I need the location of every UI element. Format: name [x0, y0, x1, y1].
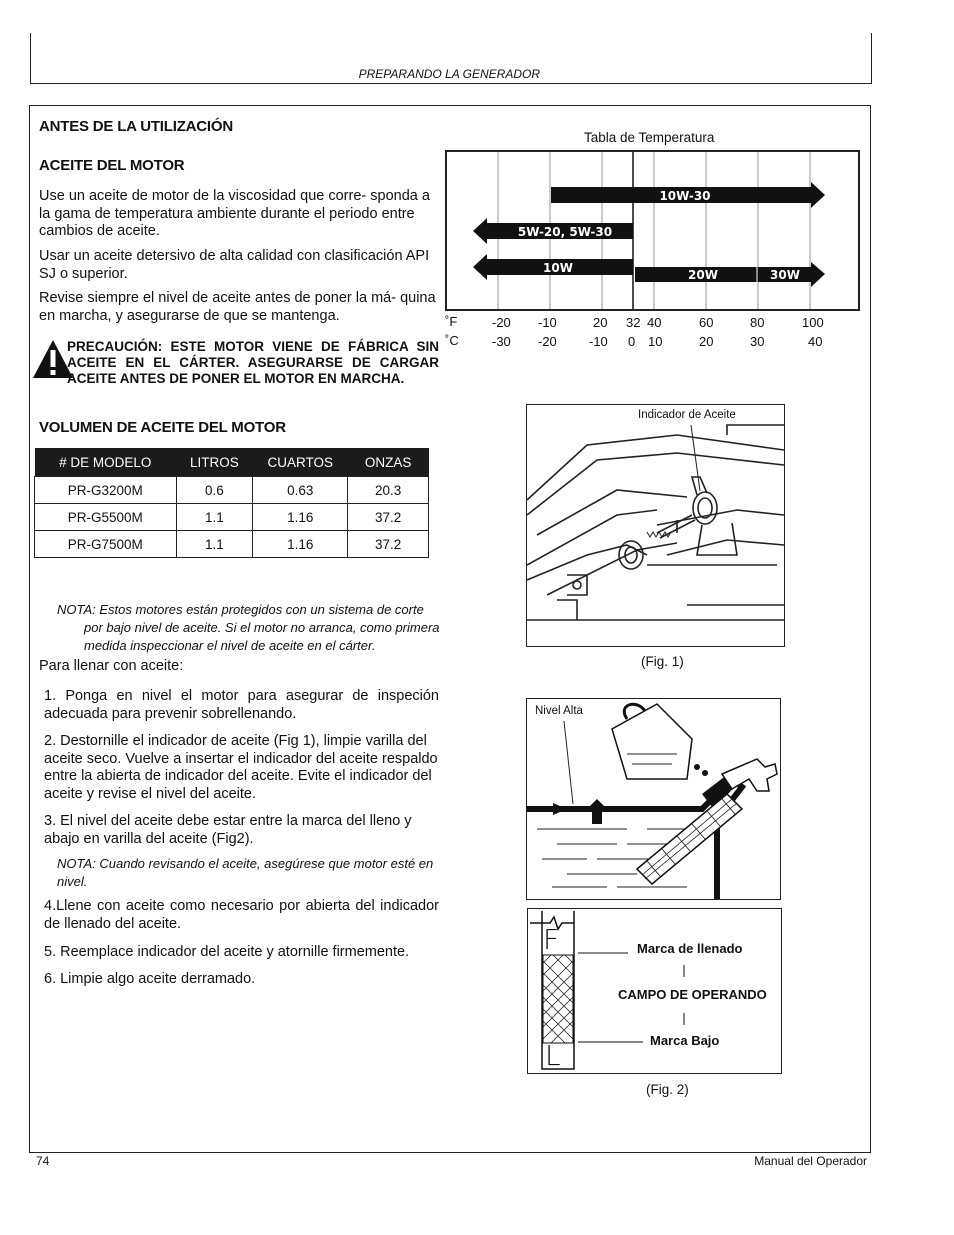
tick-f: 80	[750, 315, 765, 330]
step-5: 5. Reemplace indicador del aceite y atornille firmemente.	[44, 944, 410, 960]
nivel-alta-label: Nivel Alta	[535, 705, 583, 717]
column-header: CUARTOS	[253, 448, 348, 477]
bar-label-30w: 30W	[770, 268, 800, 282]
tick-f: -10	[538, 315, 557, 330]
tick-f: 100	[802, 315, 824, 330]
note-low-oil-line1: NOTA: Estos motores están protegidos con un sistema de corte	[57, 602, 424, 617]
fig1-caption: (Fig. 1)	[641, 654, 684, 669]
fig1-oil-indicator	[526, 404, 785, 647]
step-1: 1. Ponga en nivel el motor para asegurar de inspeción adecuada para prevenir sobrellenando.	[44, 688, 439, 722]
tick-c: 0	[628, 334, 636, 349]
fig2-caption: (Fig. 2)	[646, 1082, 689, 1097]
table-cell: 1.1	[176, 504, 253, 531]
engine-drawing	[527, 405, 784, 646]
step-6: 6. Limpie algo aceite derramado.	[44, 971, 256, 987]
column-header: ONZAS	[348, 448, 429, 477]
temperature-chart	[445, 150, 861, 312]
table-cell: 1.16	[253, 531, 348, 558]
table-cell: 1.16	[253, 504, 348, 531]
bar-label-10w: 10W	[543, 261, 573, 275]
bar-label-10w30: 10W-30	[659, 189, 711, 203]
manual-name: Manual del Operador	[754, 1154, 867, 1168]
table-cell: 20.3	[348, 477, 429, 504]
fahrenheit-label: ˚F	[445, 314, 458, 329]
tick-f: -20	[492, 315, 511, 330]
table-cell: 37.2	[348, 504, 429, 531]
warning-text: PRECAUCIÓN: ESTE MOTOR VIENE DE FÁBRICA SIN ACEITE EN EL CÁRTER. ASEGURARSE DE CARGAR ACEITE ANTES DE PONER EL MOTOR EN MARCHA.	[67, 339, 439, 386]
operating-range-label: CAMPO DE OPERANDO	[618, 987, 767, 1002]
table-cell: 1.1	[176, 531, 253, 558]
tick-c: 40	[808, 334, 823, 349]
tick-f: 32	[626, 315, 641, 330]
oil-title: ACEITE DEL MOTOR	[39, 157, 185, 174]
tick-c: 20	[699, 334, 714, 349]
tick-f: 60	[699, 315, 714, 330]
table-cell: PR-G3200M	[35, 477, 177, 504]
volume-title: VOLUMEN DE ACEITE DEL MOTOR	[39, 419, 286, 436]
oil-fill-drawing	[527, 699, 780, 899]
fig2-dipstick	[527, 908, 782, 1074]
table-cell: PR-G7500M	[35, 531, 177, 558]
paragraph-detergent: Usar un aceite detersivo de alta calidad con clasificación API SJ o superior.	[39, 248, 430, 282]
low-mark-label: Marca Bajo	[650, 1033, 720, 1048]
table-cell: PR-G5500M	[35, 504, 177, 531]
tick-c: 10	[648, 334, 663, 349]
fig-oil-fill	[526, 698, 781, 900]
note-level: NOTA: Cuando revisando el aceite, asegúrese que motor esté en nivel.	[57, 856, 434, 889]
table-cell: 37.2	[348, 531, 429, 558]
bar-label-20w: 20W	[688, 268, 718, 282]
bar-label-5w20: 5W-20, 5W-30	[517, 225, 613, 239]
column-header: LITROS	[176, 448, 253, 477]
note-low-oil-line2: por bajo nivel de aceite. Si el motor no arranca, como primera	[84, 620, 440, 635]
letter-l: L	[545, 1039, 561, 1072]
tick-f: 40	[647, 315, 662, 330]
step-3: 3. El nivel del aceite debe estar entre la marca del lleno y abajo en varilla del aceite (Fig2).	[44, 813, 412, 847]
full-mark-label: Marca de llenado	[637, 941, 743, 956]
tick-c: -30	[492, 334, 511, 349]
tick-c: -10	[589, 334, 608, 349]
tick-f: 20	[593, 315, 608, 330]
step-4: 4.Llene con aceite como necesario por abierta del indicador de llenado del aceite.	[44, 898, 439, 932]
table-row	[35, 504, 429, 531]
oil-volume-table	[34, 448, 429, 558]
table-row	[35, 477, 429, 504]
page-header-title: PREPARANDO LA GENERADOR	[358, 67, 540, 81]
note-low-oil-line3: medida inspeccionar el nivel de aceite en el cárter.	[84, 638, 376, 653]
temp-chart-title: Tabla de Temperatura	[584, 130, 715, 145]
table-cell: 0.6	[176, 477, 253, 504]
table-cell: 0.63	[253, 477, 348, 504]
celsius-label: ˚C	[445, 333, 459, 348]
table-header-row	[35, 448, 429, 477]
fig1-label: Indicador de Aceite	[638, 409, 736, 421]
temp-axis	[445, 314, 861, 354]
tick-c: 30	[750, 334, 765, 349]
fill-intro: Para llenar con aceite:	[39, 658, 184, 674]
table-row	[35, 531, 429, 558]
letter-f: F	[543, 923, 560, 956]
step-2: 2. Destornille el indicador de aceite (Fig 1), limpie varilla del aceite seco. Vuelve a insertar el indicador del aceite respaldo entre la abierta de indicador del aceite. Evite el indicador del aceite y revise el nivel del aceite.	[44, 733, 438, 802]
paragraph-check-level: Revise siempre el nivel de aceite antes de poner la má- quina en marcha, y asegurarse de que se mantenga.	[39, 290, 436, 324]
page-number: 74	[36, 1154, 50, 1168]
section-title: ANTES DE LA UTILIZACIÓN	[39, 118, 234, 135]
column-header: # DE MODELO	[35, 448, 177, 477]
tick-c: -20	[538, 334, 557, 349]
paragraph-viscosity: Use un aceite de motor de la viscosidad que corre- sponda a la gama de temperatura ambiente durante el periodo entre cambios de aceite.	[39, 188, 430, 239]
